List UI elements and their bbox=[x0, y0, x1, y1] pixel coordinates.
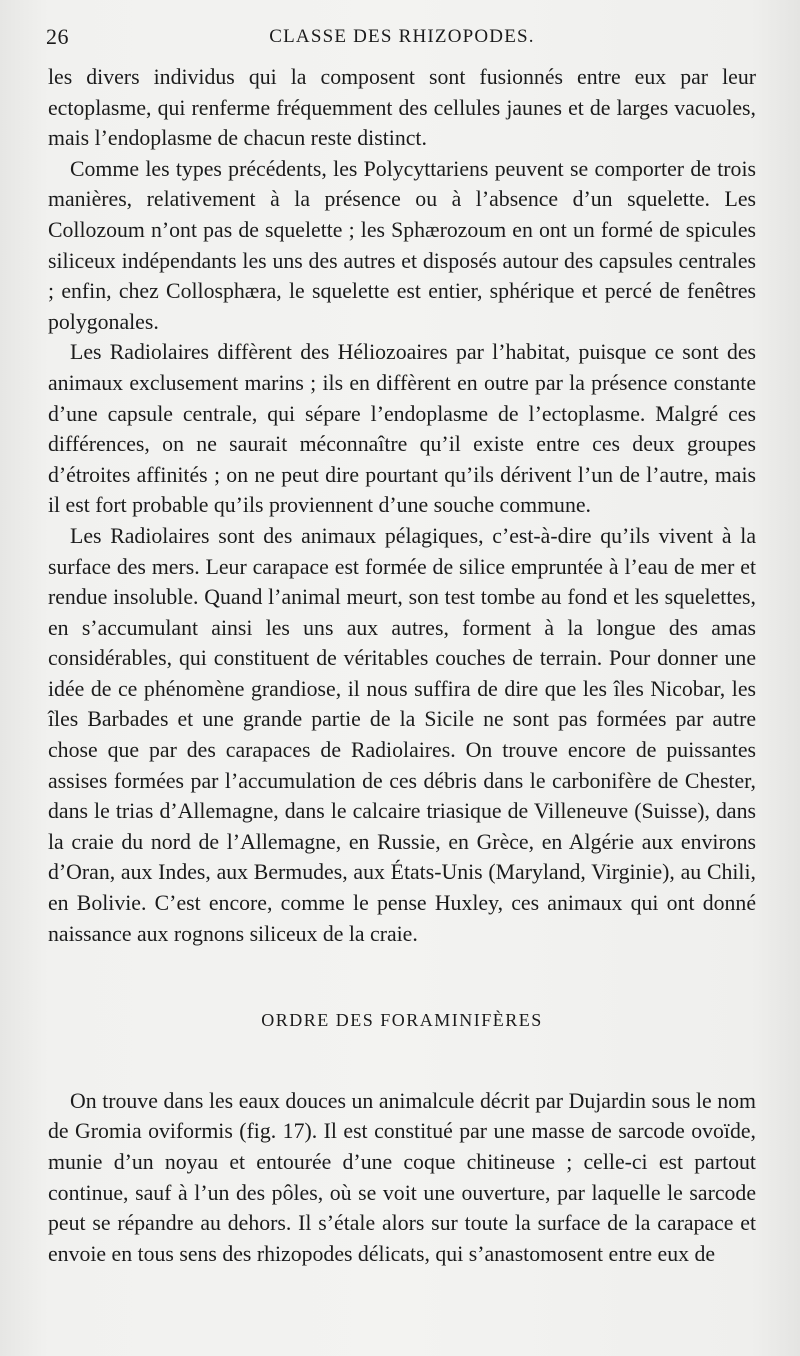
section-paragraph: On trouve dans les eaux douces un animalcule décrit par Dujardin sous le nom de Gromia oviformis (fig. 17). Il est constitué par une masse de sarcode ovoïde, munie d’un noyau et entourée d’une coque chitineuse ; celle-ci est partout continue, sauf à l’un des pôles, où se voit une ouverture, par laquelle le sarcode peut se répandre au dehors. Il s’étale alors sur toute la surface de la carapace et envoie en tous sens des rhizopodes délicats, qui s’anastomosent entre eux de bbox=[48, 1088, 756, 1266]
page-body bbox=[48, 62, 756, 1269]
running-title: CLASSE DES RHIZOPODES. bbox=[269, 26, 535, 47]
paragraph-3: Les Radiolaires diffèrent des Héliozoaires par l’habitat, puisque ce sont des animaux exclusement marins ; ils en diffèrent en outre par la présence constante d’une capsule centrale, qui sépare l’endoplasme de l’ectoplasme. Malgré ces différences, on ne saurait méconnaître qu’il existe entre ces deux groupes d’étroites affinités ; on ne peut dire pourtant qu’ils dérivent l’un de l’autre, mais il est fort probable qu’ils proviennent d’une souche commune. bbox=[48, 340, 756, 518]
paragraph-1: les divers individus qui la composent sont fusionnés entre eux par leur ectoplasme, qui renferme fréquemment des cellules jaunes et de larges vacuoles, mais l’endoplasme de chacun reste distinct. bbox=[48, 65, 756, 151]
page-header bbox=[46, 20, 758, 56]
paragraph-2: Comme les types précédents, les Polycyttariens peuvent se comporter de trois manières, relativement à la présence ou à l’absence d’un squelette. Les Collozoum n’ont pas de squelette ; les Sphærozoum en ont un formé de spicules siliceux indépendants les uns des autres et disposés autour des capsules centrales ; enfin, chez Collosphæra, le squelette est entier, sphérique et percé de fenêtres polygonales. bbox=[48, 156, 756, 334]
section-heading: ORDRE DES FORAMINIFÈRES bbox=[261, 1010, 543, 1031]
paragraph-4: Les Radiolaires sont des animaux pélagiques, c’est-à-dire qu’ils vivent à la surface des mers. Leur carapace est formée de silice empruntée à l’eau de mer et rendue insoluble. Quand l’animal meurt, son test tombe au fond et les squelettes, en s’accumulant ainsi les uns aux autres, forment à la longue des amas considérables, qui constituent de véritables couches de terrain. Pour donner une idée de ce phénomène grandiose, il nous suffira de dire que les îles Nicobar, les îles Barbades et une grande partie de la Sicile ne sont pas formées par autre chose que par des carapaces de Radiolaires. On trouve encore de puissantes assises formées par l’accumulation de ces débris dans le carbonifère de Chester, dans le trias d’Allemagne, dans le calcaire triasique de Villeneuve (Suisse), dans la craie du nord de l’Allemagne, en Russie, en Grèce, en Algérie aux environs d’Oran, aux Indes, aux Bermudes, aux États-Unis (Maryland, Virginie), au Chili, en Bolivie. C’est encore, comme le pense Huxley, ces animaux qui ont donné naissance aux rognons siliceux de la craie. bbox=[48, 523, 756, 946]
page-number: 26 bbox=[46, 24, 69, 49]
